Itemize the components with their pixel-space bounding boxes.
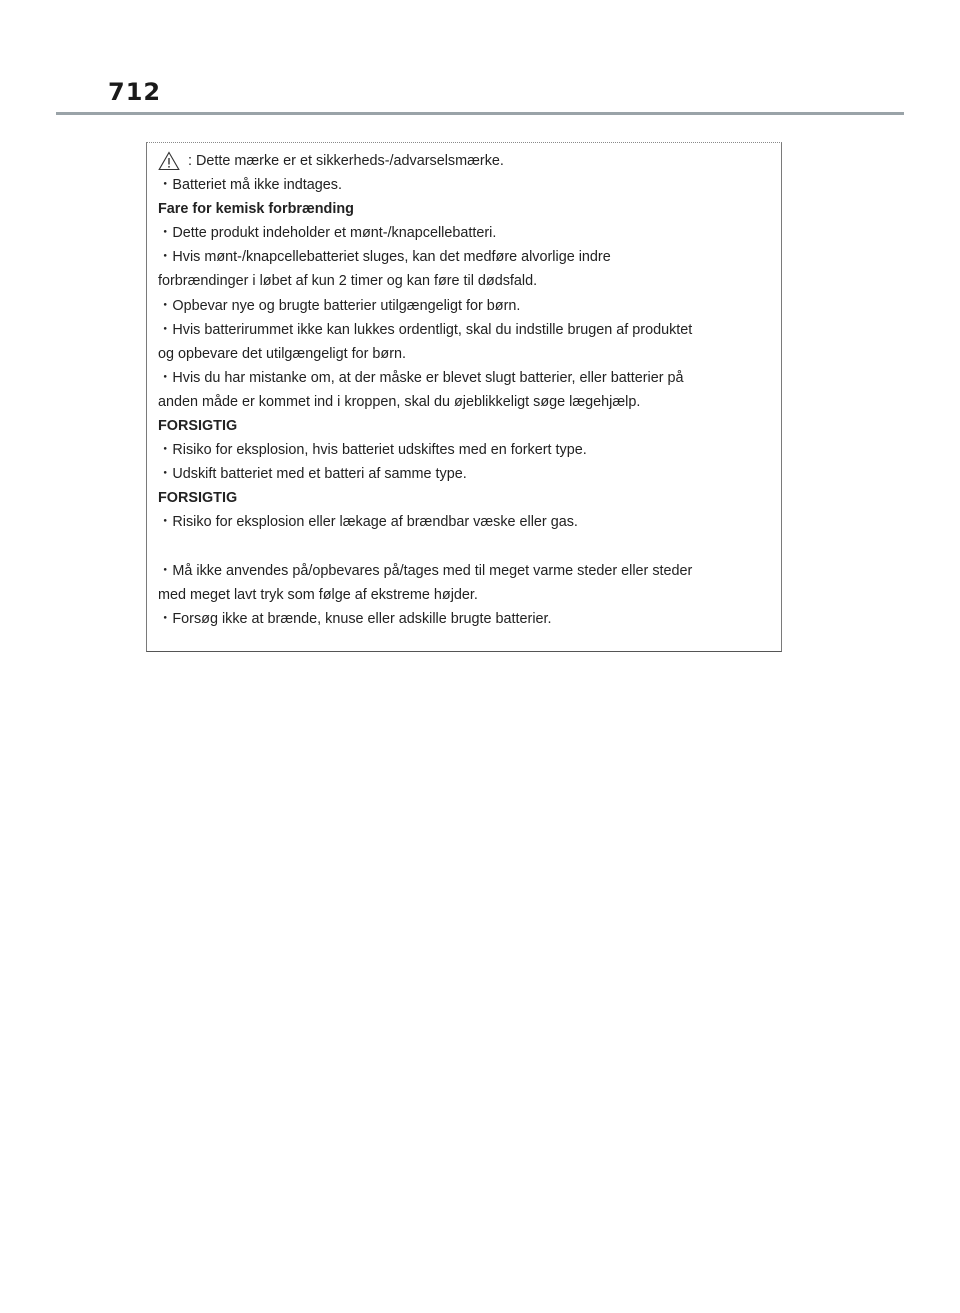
- medical-warning-line-2: anden måde er kommet ind i kroppen, skal du øjeblikkeligt søge lægehjælp.: [158, 393, 641, 410]
- chemical-burn-heading: Fare for kemisk forbrænding: [158, 201, 354, 218]
- storage-warning: ・Opbevar nye og brugte batterier utilgængeligt for børn.: [158, 297, 521, 314]
- replace-same-type-warning: ・Udskift batteriet med et batteri af samme type.: [158, 466, 467, 483]
- battery-warning-notice: [146, 142, 782, 652]
- caution-heading-1: FORSIGTIG: [158, 418, 238, 435]
- caution-heading-2: FORSIGTIG: [158, 490, 238, 507]
- page-number: 712: [108, 78, 162, 106]
- coin-cell-info: ・Dette produkt indeholder et mønt-/knapcellebatteri.: [158, 225, 497, 242]
- header-rule: [56, 112, 904, 115]
- notice-content: [158, 149, 770, 631]
- explosion-leak-warning: ・Risiko for eksplosion eller lækage af brændbar væske eller gas.: [158, 514, 578, 531]
- warning-symbol-line: [158, 149, 770, 173]
- medical-warning-line-1: ・Hvis du har mistanke om, at der måske er blevet slugt batterier, eller batterier på: [158, 369, 684, 386]
- compartment-warning-line-1: ・Hvis batterirummet ikke kan lukkes ordentligt, skal du indstille brugen af produktet: [158, 321, 693, 338]
- no-ingest-warning: ・Batteriet må ikke indtages.: [158, 177, 342, 194]
- compartment-warning-line-2: og opbevare det utilgængeligt for børn.: [158, 345, 406, 362]
- swallow-warning-line-2: forbrændinger i løbet af kun 2 timer og kan føre til dødsfald.: [158, 273, 538, 290]
- temperature-warning-line-1: ・Må ikke anvendes på/opbevares på/tages med til meget varme steder eller steder: [158, 562, 693, 579]
- explosion-wrong-type-warning: ・Risiko for eksplosion, hvis batteriet udskiftes med en forkert type.: [158, 442, 587, 459]
- temperature-warning-line-2: med meget lavt tryk som følge af ekstreme højder.: [158, 586, 478, 603]
- warning-symbol-description: : Dette mærke er et sikkerheds-/advarselsmærke.: [188, 153, 504, 169]
- warning-triangle-icon: [158, 151, 180, 171]
- disposal-warning: ・Forsøg ikke at brænde, knuse eller adskille brugte batterier.: [158, 610, 552, 627]
- swallow-warning-line-1: ・Hvis mønt-/knapcellebatteriet sluges, kan det medføre alvorlige indre: [158, 249, 611, 266]
- spacer: [158, 535, 770, 559]
